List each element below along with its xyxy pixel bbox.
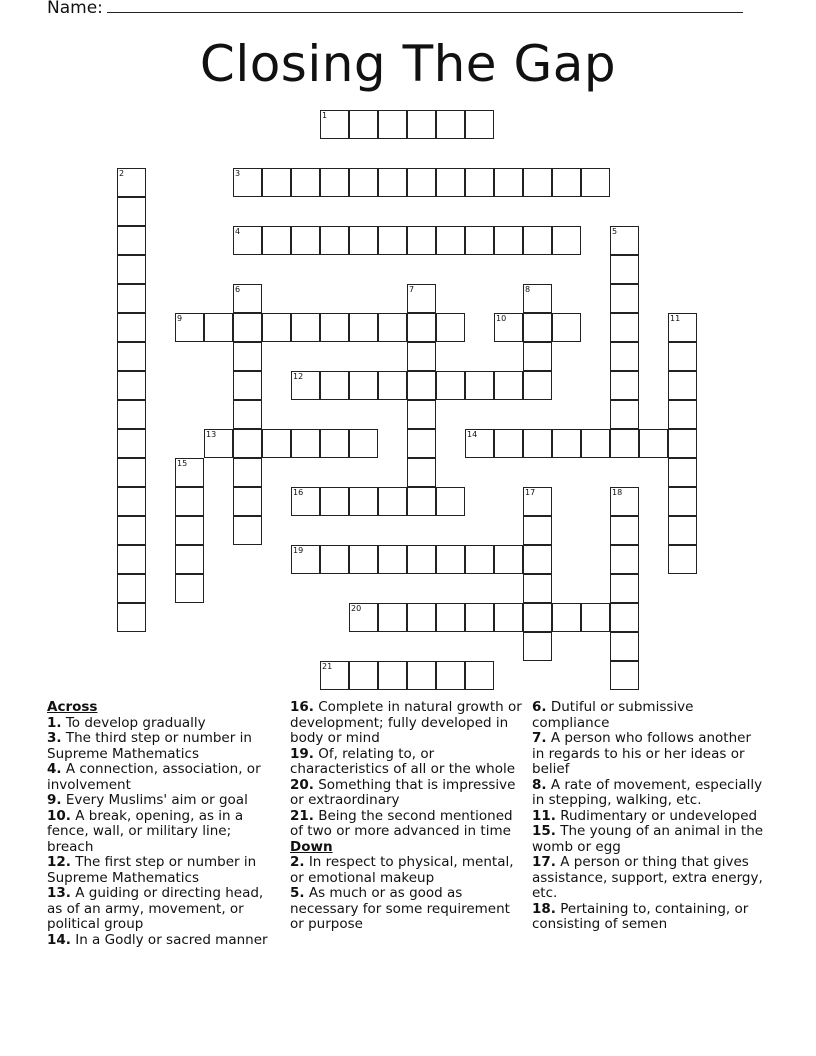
clue-across-19: 19. Of, relating to, or characteristics of all or the whole [290,745,516,777]
clue-column-1 [47,700,272,948]
grid-cell[interactable] [117,545,146,574]
grid-cell[interactable] [320,110,349,139]
clue-down-17: 17. A person or thing that gives assistance, support, extra energy, etc. [532,854,763,901]
clue-column-2 [290,700,522,933]
grid-cell[interactable] [117,313,146,342]
clue-number: 11 [670,314,681,323]
grid-cell[interactable] [407,342,436,371]
grid-cell[interactable] [349,110,378,139]
grid-cell[interactable] [465,545,494,574]
grid-cell[interactable] [610,284,639,313]
grid-cell[interactable] [349,429,378,458]
grid-cell[interactable] [523,632,552,661]
grid-cell[interactable] [465,226,494,255]
grid-cell[interactable] [639,429,668,458]
grid-cell[interactable] [349,545,378,574]
grid-cell[interactable] [610,342,639,371]
grid-cell[interactable] [523,371,552,400]
grid-cell[interactable] [117,255,146,284]
grid-cell[interactable] [610,429,639,458]
grid-cell[interactable] [465,168,494,197]
grid-cell[interactable] [552,603,581,632]
grid-cell[interactable] [407,545,436,574]
grid-cell[interactable] [581,429,610,458]
grid-cell[interactable] [175,487,204,516]
clue-across-21: 21. Being the second mentioned of two or more advanced in time [290,807,513,839]
name-label: Name: [47,0,103,18]
grid-cell[interactable] [291,226,320,255]
grid-cell[interactable] [320,371,349,400]
grid-cell[interactable] [436,603,465,632]
grid-cell[interactable] [117,429,146,458]
grid-cell[interactable] [436,371,465,400]
clue-number: 14 [467,430,478,439]
grid-cell[interactable] [117,342,146,371]
grid-cell[interactable] [407,487,436,516]
clue-across-10: 10. A break, opening, as in a fence, wall, or military line; breach [47,807,244,855]
clue-down-11: 11. Rudimentary or undeveloped [532,807,758,824]
grid-cell[interactable] [407,110,436,139]
clue-number: 18 [612,488,623,497]
grid-cell[interactable] [117,458,146,487]
grid-cell[interactable] [291,487,320,516]
grid-cell[interactable] [523,284,552,313]
grid-cell[interactable] [668,342,697,371]
clue-number: 15 [177,459,188,468]
grid-cell[interactable] [349,661,378,690]
clue-number: 3 [235,169,241,178]
grid-cell[interactable] [407,313,436,342]
grid-cell[interactable] [204,313,233,342]
grid-cell[interactable] [581,603,610,632]
grid-cell[interactable] [610,545,639,574]
grid-cell[interactable] [668,371,697,400]
grid-cell[interactable] [262,168,291,197]
grid-cell[interactable] [610,603,639,632]
grid-cell[interactable] [494,168,523,197]
clue-across-3: 3. The third step or number in Supreme Mathematics [47,730,252,762]
grid-cell[interactable] [610,574,639,603]
grid-cell[interactable] [523,574,552,603]
grid-cell[interactable] [378,226,407,255]
clue-number: 13 [206,430,217,439]
grid-cell[interactable] [320,487,349,516]
grid-cell[interactable] [552,313,581,342]
grid-cell[interactable] [175,458,204,487]
grid-cell[interactable] [233,313,262,342]
grid-cell[interactable] [378,661,407,690]
grid-cell[interactable] [117,487,146,516]
grid-cell[interactable] [465,110,494,139]
grid-cell[interactable] [291,371,320,400]
grid-cell[interactable] [523,313,552,342]
grid-cell[interactable] [117,197,146,226]
grid-cell[interactable] [349,603,378,632]
grid-cell[interactable] [320,168,349,197]
grid-cell[interactable] [291,313,320,342]
grid-cell[interactable] [436,110,465,139]
clue-number: 2 [119,169,125,178]
grid-cell[interactable] [233,168,262,197]
grid-cell[interactable] [465,661,494,690]
grid-cell[interactable] [552,168,581,197]
grid-cell[interactable] [233,371,262,400]
grid-cell[interactable] [407,400,436,429]
grid-cell[interactable] [349,168,378,197]
grid-cell[interactable] [523,516,552,545]
grid-cell[interactable] [349,487,378,516]
grid-cell[interactable] [233,342,262,371]
grid-cell[interactable] [436,226,465,255]
grid-cell[interactable] [494,429,523,458]
grid-cell[interactable] [233,429,262,458]
grid-cell[interactable] [320,226,349,255]
grid-cell[interactable] [117,168,146,197]
clue-down-6: 6. Dutiful or submissive compliance [532,699,694,731]
grid-cell[interactable] [668,487,697,516]
grid-cell[interactable] [610,371,639,400]
grid-cell[interactable] [117,226,146,255]
grid-cell[interactable] [175,545,204,574]
grid-cell[interactable] [378,371,407,400]
grid-cell[interactable] [523,487,552,516]
grid-cell[interactable] [320,545,349,574]
grid-cell[interactable] [552,429,581,458]
grid-cell[interactable] [465,429,494,458]
grid-cell[interactable] [668,429,697,458]
clue-across-9: 9. Every Muslims' aim or goal [47,792,248,808]
grid-cell[interactable] [407,226,436,255]
clue-down-5: 5. As much or as good as necessary for some requirement or purpose [290,885,510,932]
grid-cell[interactable] [407,284,436,313]
grid-cell[interactable] [320,313,349,342]
grid-cell[interactable] [262,226,291,255]
grid-cell[interactable] [117,603,146,632]
grid-cell[interactable] [204,429,233,458]
grid-cell[interactable] [378,545,407,574]
clue-number: 21 [322,662,333,671]
grid-cell[interactable] [523,545,552,574]
grid-cell[interactable] [233,516,262,545]
clue-down-18: 18. Pertaining to, containing, or consisting of semen [532,900,749,932]
grid-cell[interactable] [523,429,552,458]
grid-cell[interactable] [436,168,465,197]
grid-cell[interactable] [436,313,465,342]
grid-cell[interactable] [117,284,146,313]
grid-cell[interactable] [378,313,407,342]
grid-cell[interactable] [349,371,378,400]
grid-cell[interactable] [233,284,262,313]
grid-cell[interactable] [233,226,262,255]
grid-cell[interactable] [117,400,146,429]
grid-cell[interactable] [407,458,436,487]
grid-cell[interactable] [465,603,494,632]
grid-cell[interactable] [407,429,436,458]
grid-cell[interactable] [349,226,378,255]
grid-cell[interactable] [668,458,697,487]
grid-cell[interactable] [610,313,639,342]
clue-across-1: 1. To develop gradually [47,714,206,731]
clue-number: 7 [409,285,415,294]
grid-cell[interactable] [233,458,262,487]
grid-cell[interactable] [610,226,639,255]
clue-number: 6 [235,285,241,294]
clue-number: 4 [235,227,241,236]
grid-cell[interactable] [117,371,146,400]
grid-cell[interactable] [610,661,639,690]
grid-cell[interactable] [320,661,349,690]
clue-down-8: 8. A rate of movement, especially in stepping, walking, etc. [532,776,763,808]
grid-cell[interactable] [349,313,378,342]
clue-across-14: 14. In a Godly or sacred manner [47,931,268,948]
grid-cell[interactable] [668,545,697,574]
grid-cell[interactable] [407,371,436,400]
grid-cell[interactable] [523,226,552,255]
grid-cell[interactable] [291,429,320,458]
grid-cell[interactable] [494,371,523,400]
grid-cell[interactable] [436,545,465,574]
clue-across-16: 16. Complete in natural growth or development; fully developed in body or mind [290,699,522,746]
grid-cell[interactable] [407,603,436,632]
grid-cell[interactable] [175,574,204,603]
clue-number: 20 [351,604,362,613]
grid-cell[interactable] [494,313,523,342]
grid-cell[interactable] [262,313,291,342]
clue-down-2: 2. In respect to physical, mental, or emotional makeup [290,854,514,886]
clue-number: 12 [293,372,304,381]
puzzle-title: Closing The Gap [199,35,617,93]
clue-down-7: 7. A person who follows another in regards to his or her ideas or belief [532,730,752,777]
grid-cell[interactable] [320,429,349,458]
grid-cell[interactable] [610,632,639,661]
grid-cell[interactable] [523,603,552,632]
grid-cell[interactable] [175,313,204,342]
grid-cell[interactable] [117,516,146,545]
grid-cell[interactable] [668,400,697,429]
grid-cell[interactable] [407,168,436,197]
grid-cell[interactable] [378,487,407,516]
grid-cell[interactable] [436,487,465,516]
grid-cell[interactable] [668,313,697,342]
grid-cell[interactable] [233,487,262,516]
grid-cell[interactable] [610,255,639,284]
grid-cell[interactable] [668,516,697,545]
grid-cell[interactable] [610,487,639,516]
grid-cell[interactable] [523,342,552,371]
grid-cell[interactable] [523,168,552,197]
grid-cell[interactable] [610,516,639,545]
grid-cell[interactable] [610,400,639,429]
clue-across-13: 13. A guiding or directing head, as of an army, movement, or political group [47,885,264,932]
grid-cell[interactable] [175,516,204,545]
grid-cell[interactable] [262,429,291,458]
clue-number: 1 [322,111,328,120]
clue-number: 10 [496,314,507,323]
grid-cell[interactable] [378,603,407,632]
grid-cell[interactable] [407,661,436,690]
clue-number: 5 [612,227,618,236]
clue-across-20: 20. Something that is impressive or extraordinary [290,776,516,808]
across-header: Across [47,699,98,715]
grid-cell[interactable] [494,545,523,574]
grid-cell[interactable] [378,110,407,139]
grid-cell[interactable] [436,661,465,690]
grid-cell[interactable] [378,168,407,197]
clue-number: 8 [525,285,531,294]
clue-down-15: 15. The young of an animal in the womb or egg [532,823,764,855]
grid-cell[interactable] [291,545,320,574]
grid-cell[interactable] [494,226,523,255]
clue-number: 17 [525,488,536,497]
clue-number: 19 [293,546,304,555]
grid-cell[interactable] [581,168,610,197]
grid-cell[interactable] [494,603,523,632]
grid-cell[interactable] [552,226,581,255]
down-header: Down [290,838,333,855]
clue-number: 9 [177,314,183,323]
clue-number: 16 [293,488,304,497]
grid-cell[interactable] [117,574,146,603]
grid-cell[interactable] [233,400,262,429]
clue-across-4: 4. A connection, association, or involvement [47,761,261,793]
grid-cell[interactable] [465,371,494,400]
clue-across-12: 12. The first step or number in Supreme Mathematics [47,854,257,886]
grid-cell[interactable] [291,168,320,197]
clue-column-3 [532,700,767,933]
